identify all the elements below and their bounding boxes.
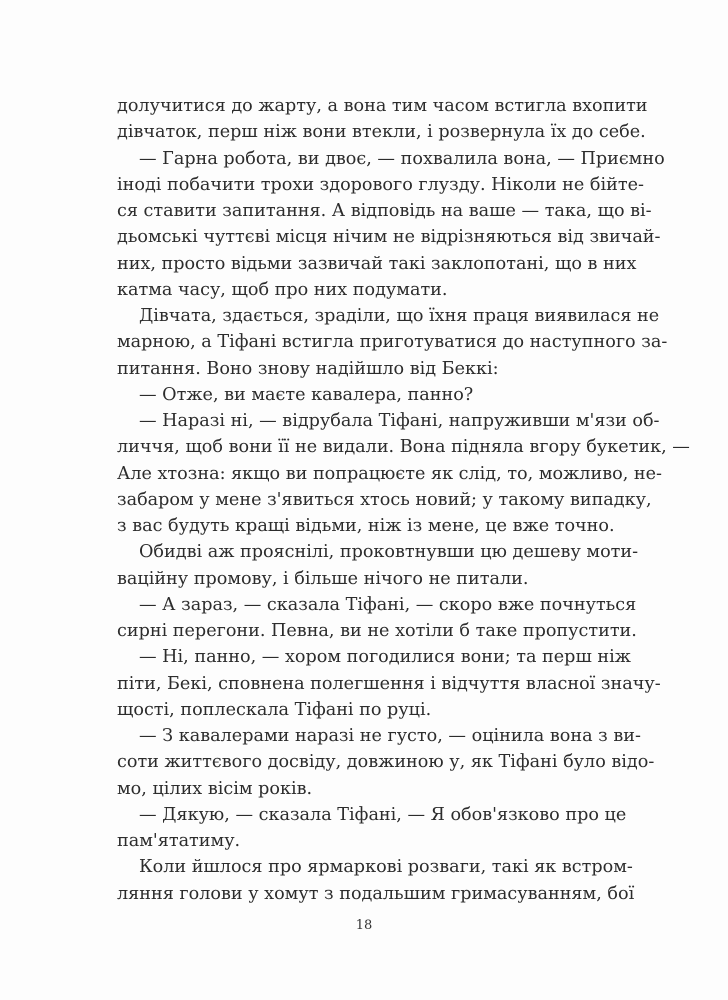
text-line: ваційну промову, і більше нічого не питали. [117,568,529,589]
text-line: піти, Бекі, сповнена полегшення і відчуття власної значу- [117,673,661,694]
text-line: дьомські чуттєві місця нічим не відрізняються від звичай- [117,227,661,248]
text-line: — Наразі ні, — відрубала Тіфані, напруживши м'язи об- [139,411,660,431]
text-line: пам'ятатиму. [117,831,241,851]
text-line: — Отже, ви маєте кавалера, панно? [139,384,474,405]
text-line: ся ставити запитання. А відповідь на ваше — така, що ві- [117,201,652,221]
text-line: — А зараз, — сказала Тіфані, — скоро вже почнуться [139,594,637,615]
text-line: ляння голови у хомут з подальшим гримасуванням, бої [117,883,635,904]
text-line: катма часу, щоб про них подумати. [117,279,448,300]
page-number: 18 [355,918,373,933]
text-line: дівчаток, перш ніж вони втекли, і розвернула їх до себе. [117,122,646,143]
text-line: — Ні, панно, — хором погодилися вони; та перш ніж [139,647,631,668]
text-line: з вас будуть кращі відьми, ніж із мене, це вже точно. [117,516,615,536]
text-line: — З кавалерами наразі не густо, — оцінила вона з ви- [139,726,641,746]
text-line: сирні перегони. Певна, ви не хотіли б таке пропустити. [117,621,637,641]
text-line: — Дякую, — сказала Тіфані, — Я обов'язково про це [139,804,627,825]
text-line: долучитися до жарту, а вона тим часом встигла вхопити [117,96,648,116]
text-line: них, просто відьми зазвичай такі заклопотані, що в них [117,253,637,274]
text-line: — Гарна робота, ви двоє, — похвалила вона, — Приємно [139,148,665,169]
text-line: Обидві аж прояснілі, проковтнувши цю дешеву моти- [139,542,639,563]
text-line: забаром у мене з'явиться хтось новий; у такому випадку, [117,489,652,510]
text-line: щості, поплескала Тіфані по руці. [117,699,432,720]
text-line: Дівчата, здається, зраділи, що їхня праця виявилася не [139,306,660,326]
text-line: Коли йшлося про ярмаркові розваги, такі як встром- [139,857,633,878]
body-text [117,93,690,907]
text-line: мо, цілих вісім років. [117,778,313,799]
text-line: іноді побачити трохи здорового глузду. Ніколи не бійте- [117,174,644,195]
text-line: соти життєвого досвіду, довжиною у, як Тіфані було відо- [117,752,655,773]
text-line: Але хтозна: якщо ви попрацюєте як слід, то, можливо, не- [117,463,662,484]
text-line: питання. Воно знову надійшло від Беккі: [117,358,499,379]
text-line: личчя, щоб вони її не видали. Вона підняла вгору букетик, — [117,437,690,458]
text-line: марною, а Тіфані встигла приготуватися до наступного за- [117,332,668,353]
